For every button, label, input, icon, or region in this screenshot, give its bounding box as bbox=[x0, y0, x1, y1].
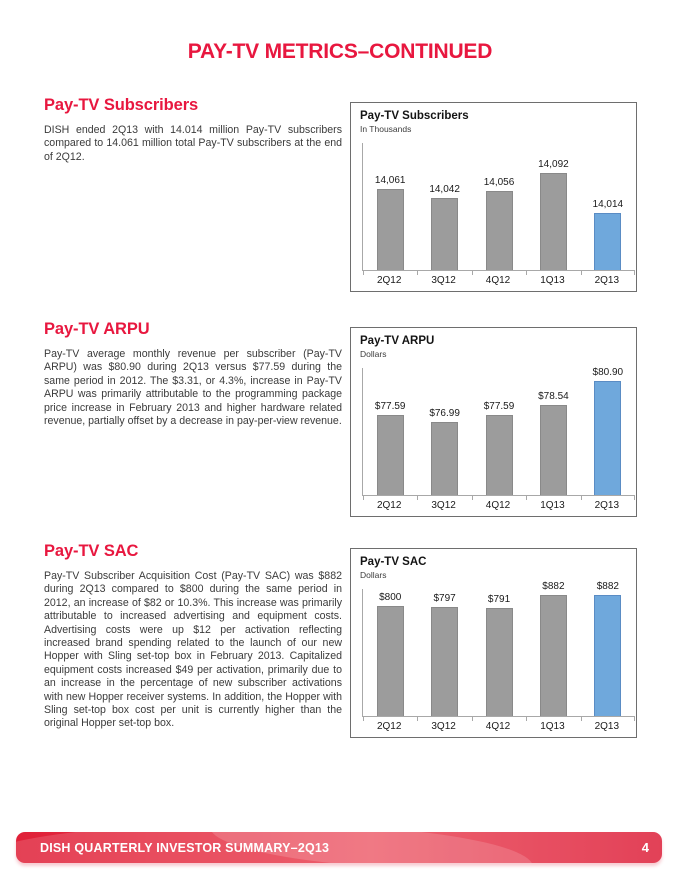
bar-slot bbox=[472, 143, 526, 270]
page-title: PAY-TV METRICS–CONTINUED bbox=[187, 40, 493, 63]
x-axis-label: 2Q12 bbox=[376, 500, 402, 511]
footer-bar bbox=[16, 832, 662, 863]
x-axis-label: 2Q12 bbox=[376, 721, 402, 732]
chart-subscribers bbox=[350, 102, 637, 292]
bar-value-label: $791 bbox=[487, 594, 511, 605]
bar-highlighted bbox=[594, 595, 621, 716]
chart-title: Pay-TV SAC bbox=[360, 556, 427, 568]
bar-slot bbox=[417, 368, 471, 495]
bar-value-label: 14,042 bbox=[429, 184, 460, 195]
section-subscribers bbox=[44, 96, 342, 164]
chart-bars bbox=[363, 368, 635, 495]
bar bbox=[377, 189, 404, 270]
x-axis-label: 4Q12 bbox=[485, 275, 511, 286]
bar bbox=[377, 606, 404, 716]
bar-value-label: $80.90 bbox=[592, 367, 624, 378]
bar-slot bbox=[363, 589, 417, 716]
chart-y-axis-label: In Thousands bbox=[360, 124, 412, 134]
chart-x-axis-labels bbox=[362, 500, 634, 511]
bar-slot bbox=[581, 368, 635, 495]
x-axis-label: 4Q12 bbox=[485, 721, 511, 732]
axis-tick bbox=[634, 496, 635, 500]
bar-value-label: $76.99 bbox=[429, 408, 460, 419]
bar-value-label: 14,014 bbox=[592, 199, 624, 210]
bar-value-label: $797 bbox=[433, 593, 456, 604]
bar-slot bbox=[526, 143, 580, 270]
axis-tick bbox=[634, 271, 635, 275]
bar-value-label: 14,056 bbox=[483, 177, 515, 188]
bar bbox=[486, 415, 513, 495]
bar-value-label: $882 bbox=[542, 581, 565, 592]
bar-value-label: 14,061 bbox=[374, 175, 406, 186]
axis-tick bbox=[634, 717, 635, 721]
bar-slot bbox=[581, 581, 635, 716]
chart-y-axis-label: Dollars bbox=[360, 570, 387, 580]
chart-x-axis-labels bbox=[362, 275, 634, 286]
bar-value-label: $78.54 bbox=[538, 391, 569, 402]
x-axis-label: 2Q13 bbox=[594, 500, 620, 511]
bar-value-label: $800 bbox=[379, 592, 402, 603]
bar-slot bbox=[581, 143, 635, 270]
bar bbox=[540, 595, 567, 716]
bar-slot bbox=[526, 581, 580, 716]
chart-title: Pay-TV ARPU bbox=[360, 335, 435, 347]
chart-sac bbox=[350, 548, 637, 738]
bar bbox=[486, 191, 513, 270]
bar-value-label: $77.59 bbox=[374, 401, 406, 412]
chart-bars bbox=[363, 581, 635, 716]
section-paragraph-arpu: Pay-TV average monthly revenue per subscriber (Pay-TV ARPU) was $80.90 during 2Q13 versus $77.59 during the same period in 2012. The $3.31, or 4.3%, increase in Pay-TV ARPU was primarily attributable to the programming package price increase in February 2013 and higher hardware related revenue, partially offset by a decrease in pay-per-view revenue. bbox=[44, 348, 342, 428]
bar bbox=[486, 608, 513, 716]
x-axis-label: 1Q13 bbox=[540, 500, 565, 511]
x-axis-label: 3Q12 bbox=[431, 721, 456, 732]
bar-slot bbox=[472, 368, 526, 495]
chart-arpu bbox=[350, 327, 637, 517]
bar-slot bbox=[417, 143, 471, 270]
bar-value-label: $77.59 bbox=[483, 401, 515, 412]
bar bbox=[431, 607, 458, 716]
section-heading-subscribers: Pay-TV Subscribers bbox=[44, 96, 199, 114]
footer-label: DISH QUARTERLY INVESTOR SUMMARY–2Q13 bbox=[40, 840, 330, 855]
bar bbox=[540, 405, 567, 495]
section-heading-sac: Pay-TV SAC bbox=[44, 542, 139, 560]
chart-x-axis-labels bbox=[362, 721, 634, 732]
section-paragraph-sac: Pay-TV Subscriber Acquisition Cost (Pay-TV SAC) was $882 during 2Q13 compared to $800 during the same period in 2012, an increase of $82 or 10.3%. This increase was primarily attributable to increased advertising and equipment costs. Advertising costs were up $12 per activation reflecting increased brand spending related to the launch of our new Hopper with Sling set-top box in February 2013. Capitalized equipment costs increased $49 per activation, primarily due to an increase in the percentage of new subscriber activations with new Hopper receiver systems. In addition, the Hopper with Sling set-top box cost per unit is currently higher than the original Hopper set-top box. bbox=[44, 570, 342, 730]
section-paragraph-subscribers: DISH ended 2Q13 with 14.014 million Pay-TV subscribers compared to 14.061 million total Pay-TV subscribers at the end of 2Q12. bbox=[44, 124, 342, 163]
bar bbox=[431, 198, 458, 270]
x-axis-label: 1Q13 bbox=[540, 275, 565, 286]
bar-value-label: $882 bbox=[596, 581, 619, 592]
bar bbox=[431, 422, 458, 495]
section-arpu bbox=[44, 320, 342, 428]
bar-slot bbox=[417, 589, 471, 716]
chart-plot-area bbox=[362, 581, 635, 717]
bar-slot bbox=[526, 368, 580, 495]
section-heading-arpu: Pay-TV ARPU bbox=[44, 320, 150, 338]
bar-value-label: 14,092 bbox=[538, 159, 569, 170]
chart-plot-area bbox=[362, 368, 635, 496]
bar-highlighted bbox=[594, 213, 621, 270]
chart-bars bbox=[363, 143, 635, 270]
bar bbox=[377, 415, 404, 495]
section-sac bbox=[44, 542, 342, 731]
x-axis-label: 2Q13 bbox=[594, 721, 620, 732]
bar-slot bbox=[363, 368, 417, 495]
bar bbox=[540, 173, 567, 270]
x-axis-label: 3Q12 bbox=[431, 275, 456, 286]
bar-highlighted bbox=[594, 381, 621, 495]
x-axis-label: 2Q12 bbox=[376, 275, 402, 286]
x-axis-label: 1Q13 bbox=[540, 721, 565, 732]
x-axis-label: 3Q12 bbox=[431, 500, 456, 511]
chart-plot-area bbox=[362, 143, 635, 271]
bar-slot bbox=[472, 589, 526, 716]
chart-y-axis-label: Dollars bbox=[360, 349, 387, 359]
chart-title: Pay-TV Subscribers bbox=[360, 110, 469, 122]
x-axis-label: 2Q13 bbox=[594, 275, 620, 286]
bar-slot bbox=[363, 143, 417, 270]
footer-page-number: 4 bbox=[641, 840, 649, 855]
x-axis-label: 4Q12 bbox=[485, 500, 511, 511]
